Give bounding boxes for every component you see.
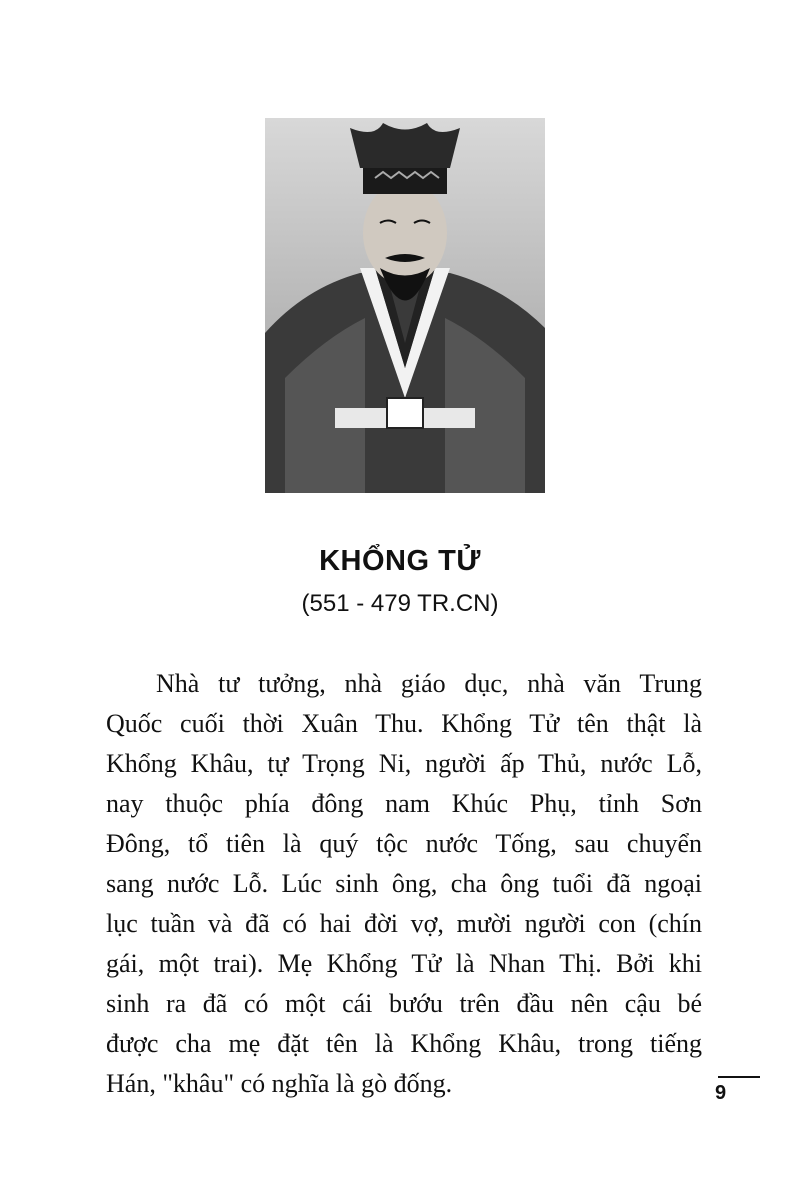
chapter-dates: (551 - 479 TR.CN) xyxy=(301,590,499,617)
body-line: sang nước Lỗ. Lúc sinh ông, cha ông tuổi đã ngoại xyxy=(106,869,702,898)
body-line: Đông, tổ tiên là quý tộc nước Tống, sau chuyển xyxy=(106,829,702,858)
body-line: gái, một trai). Mẹ Khổng Tử là Nhan Thị. Bởi khi xyxy=(106,949,702,978)
body-line: được cha mẹ đặt tên là Khổng Khâu, trong tiếng xyxy=(106,1029,702,1058)
body-line: sinh ra đã có một cái bướu trên đầu nên cậu bé xyxy=(106,989,702,1018)
chapter-title: KHỔNG TỬ xyxy=(319,545,481,577)
body-line: Hán, "khâu" có nghĩa là gò đống. xyxy=(106,1069,453,1098)
body-line: nay thuộc phía đông nam Khúc Phụ, tỉnh Sơn xyxy=(106,789,702,818)
confucius-portrait xyxy=(265,118,545,493)
page-number-rule xyxy=(718,1076,760,1078)
body-paragraph xyxy=(106,664,702,1104)
body-line: Nhà tư tưởng, nhà giáo dục, nhà văn Trung xyxy=(156,669,702,698)
body-line: Quốc cuối thời Xuân Thu. Khổng Tử tên thật là xyxy=(106,709,702,738)
body-line: lục tuần và đã có hai đời vợ, mười người con (chín xyxy=(106,909,702,938)
page-number: 9 xyxy=(715,1082,727,1104)
body-line: Khổng Khâu, tự Trọng Ni, người ấp Thủ, nước Lỗ, xyxy=(106,749,702,778)
